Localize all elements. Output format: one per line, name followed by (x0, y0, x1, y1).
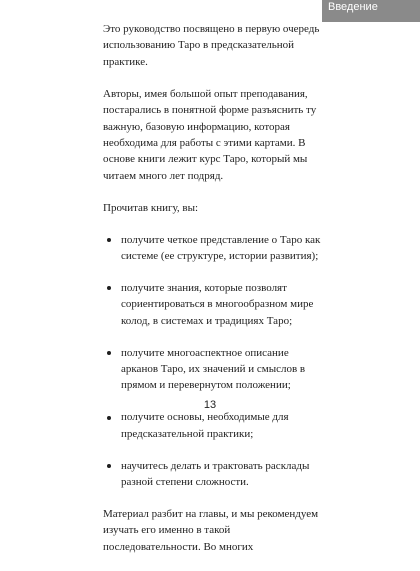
bullet-icon (107, 351, 111, 355)
list-item (103, 232, 325, 265)
list-item (103, 280, 325, 329)
list-item-text: получите знания, которые позволят сориентироваться в многообразном мире колод, в системах и традициях Таро; (121, 281, 314, 327)
paragraph-structure: Материал разбит на главы, и мы рекомендуем изучать его именно в такой последовательности. Во многих (103, 507, 319, 553)
list-item-text: получите четкое представление о Таро как системе (ее структуре, истории развития); (121, 233, 321, 262)
list-item (103, 458, 325, 491)
page-number: 13 (203, 399, 217, 411)
list-item-text: получите основы, необходимые для предсказательной практики; (121, 411, 289, 440)
list-item-text: получите многоаспектное описание арканов Таро, их значений и смыслов в прямом и перевернутом положении; (121, 346, 306, 392)
benefits-list (103, 232, 325, 491)
paragraph-list-lead: Прочитав книгу, вы: (103, 201, 199, 214)
paragraph-intro: Это руководство посвящено в первую очередь использованию Таро в предсказательной практике. (103, 23, 320, 68)
bullet-icon (107, 464, 111, 468)
list-item (103, 409, 325, 442)
list-item (103, 345, 325, 394)
paragraph-authors: Авторы, имея большой опыт преподавания, постарались в понятной форме разъяснить ту важную, базовую информацию, которая необходима для работы с этими картами. В основе книги лежит курс Таро, который мы читаем много лет подряд. (103, 87, 317, 182)
body-text (103, 21, 325, 571)
bullet-icon (107, 416, 111, 420)
list-item-text: научитесь делать и трактовать расклады разной степени сложности. (121, 459, 310, 489)
running-head: Введение (322, 0, 420, 22)
bullet-icon (107, 238, 111, 242)
bullet-icon (107, 286, 111, 290)
